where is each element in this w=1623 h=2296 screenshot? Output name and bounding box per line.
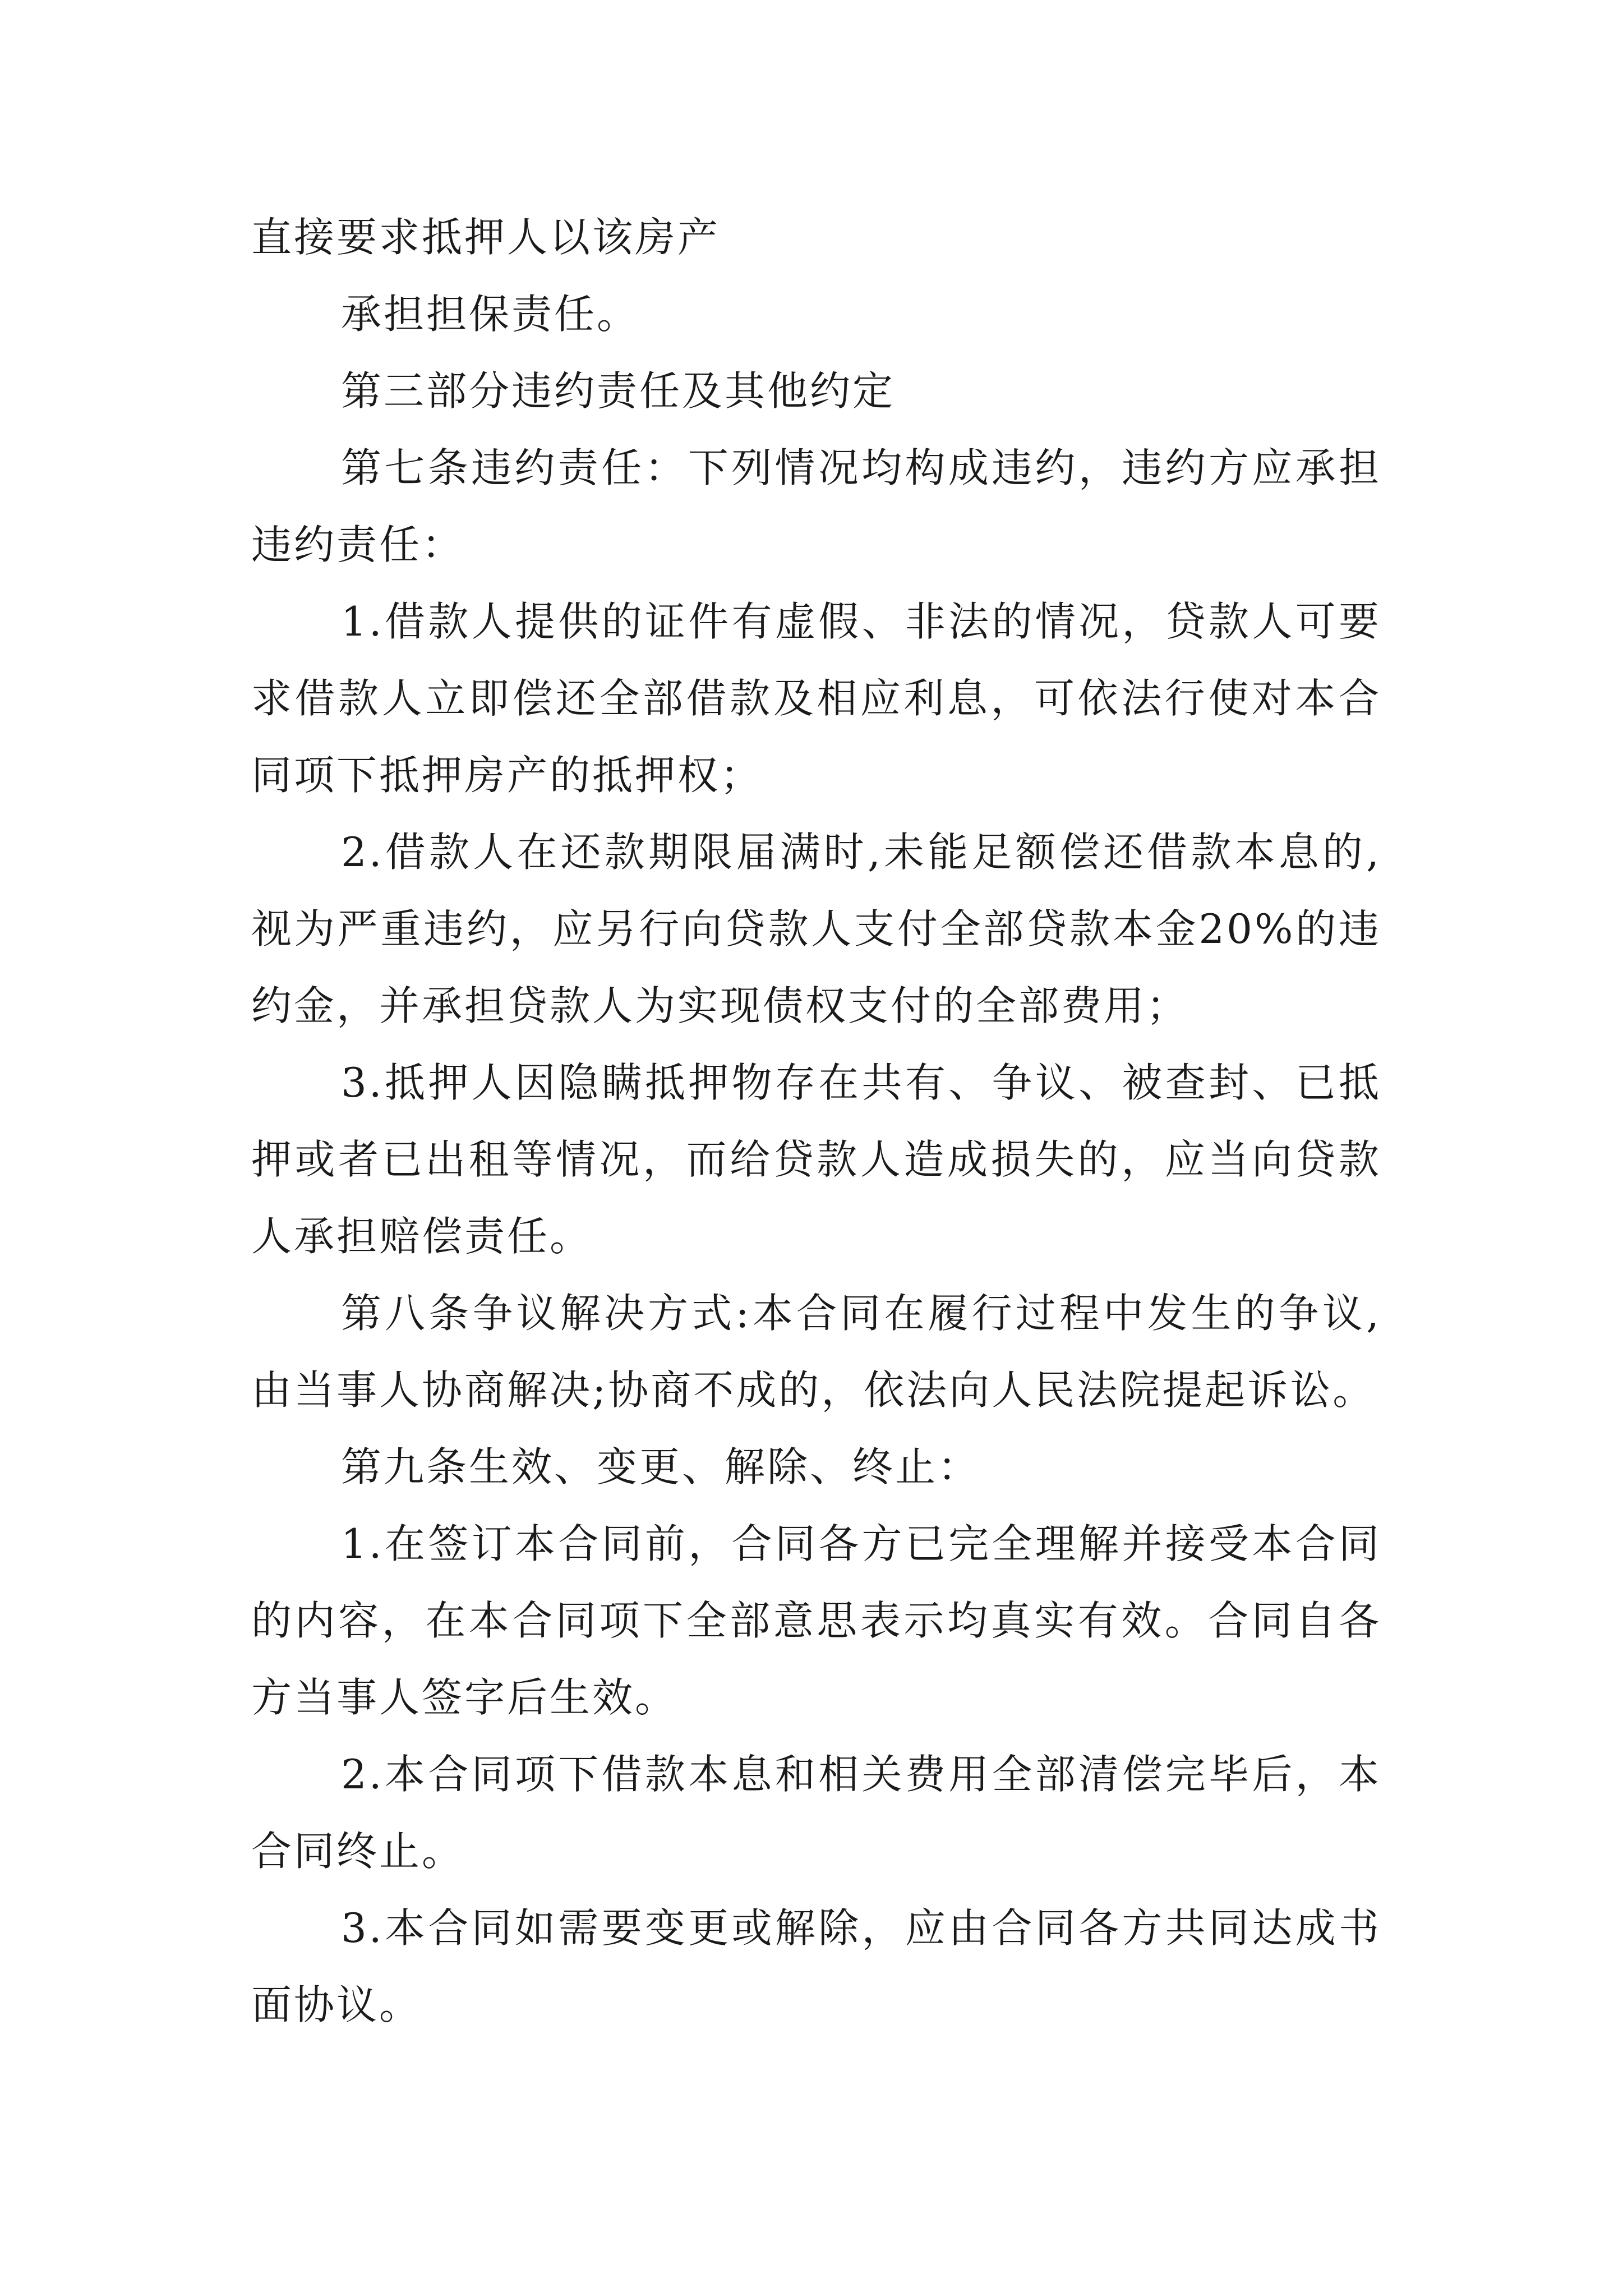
article-9-clause-2: 2.本合同项下借款本息和相关费用全部清偿完毕后，本合同终止。 <box>251 1751 1381 1875</box>
article-9-heading: 第九条生效、变更、解除、终止： <box>341 1443 981 1490</box>
paragraph-1: 直接要求抵押人以该房产 <box>251 214 721 261</box>
article-8: 第八条争议解决方式:本合同在履行过程中发生的争议,由当事人协商解决;协商不成的，依法向人民法院提起诉讼。 <box>251 1290 1381 1414</box>
article-7-clause-3: 3.抵押人因隐瞒抵押物存在共有、争议、被查封、已抵押或者已出租等情况，而给贷款人造成损失的，应当向贷款人承担赔偿责任。 <box>251 1059 1381 1260</box>
contract-body <box>251 199 1381 2044</box>
article-9-clause-3: 3.本合同如需要变更或解除，应由合同各方共同达成书面协议。 <box>251 1904 1381 2028</box>
section-heading: 第三部分违约责任及其他约定 <box>341 367 896 415</box>
article-7-clause-2: 2.借款人在还款期限届满时,未能足额偿还借款本息的,视为严重违约，应另行向贷款人支付全部贷款本金20%的违约金，并承担贷款人为实现债权支付的全部费用； <box>251 829 1381 1029</box>
article-7-heading: 第七条违约责任：下列情况均构成违约，违约方应承担违约责任： <box>251 444 1381 568</box>
paragraph-2: 承担担保责任。 <box>341 291 640 338</box>
article-7-clause-1: 1.借款人提供的证件有虚假、非法的情况，贷款人可要求借款人立即偿还全部借款及相应利息，可依法行使对本合同项下抵押房产的抵押权； <box>251 598 1381 799</box>
article-9-clause-1: 1.在签订本合同前，合同各方已完全理解并接受本合同的内容，在本合同项下全部意思表示均真实有效。合同自各方当事人签字后生效。 <box>251 1520 1381 1721</box>
